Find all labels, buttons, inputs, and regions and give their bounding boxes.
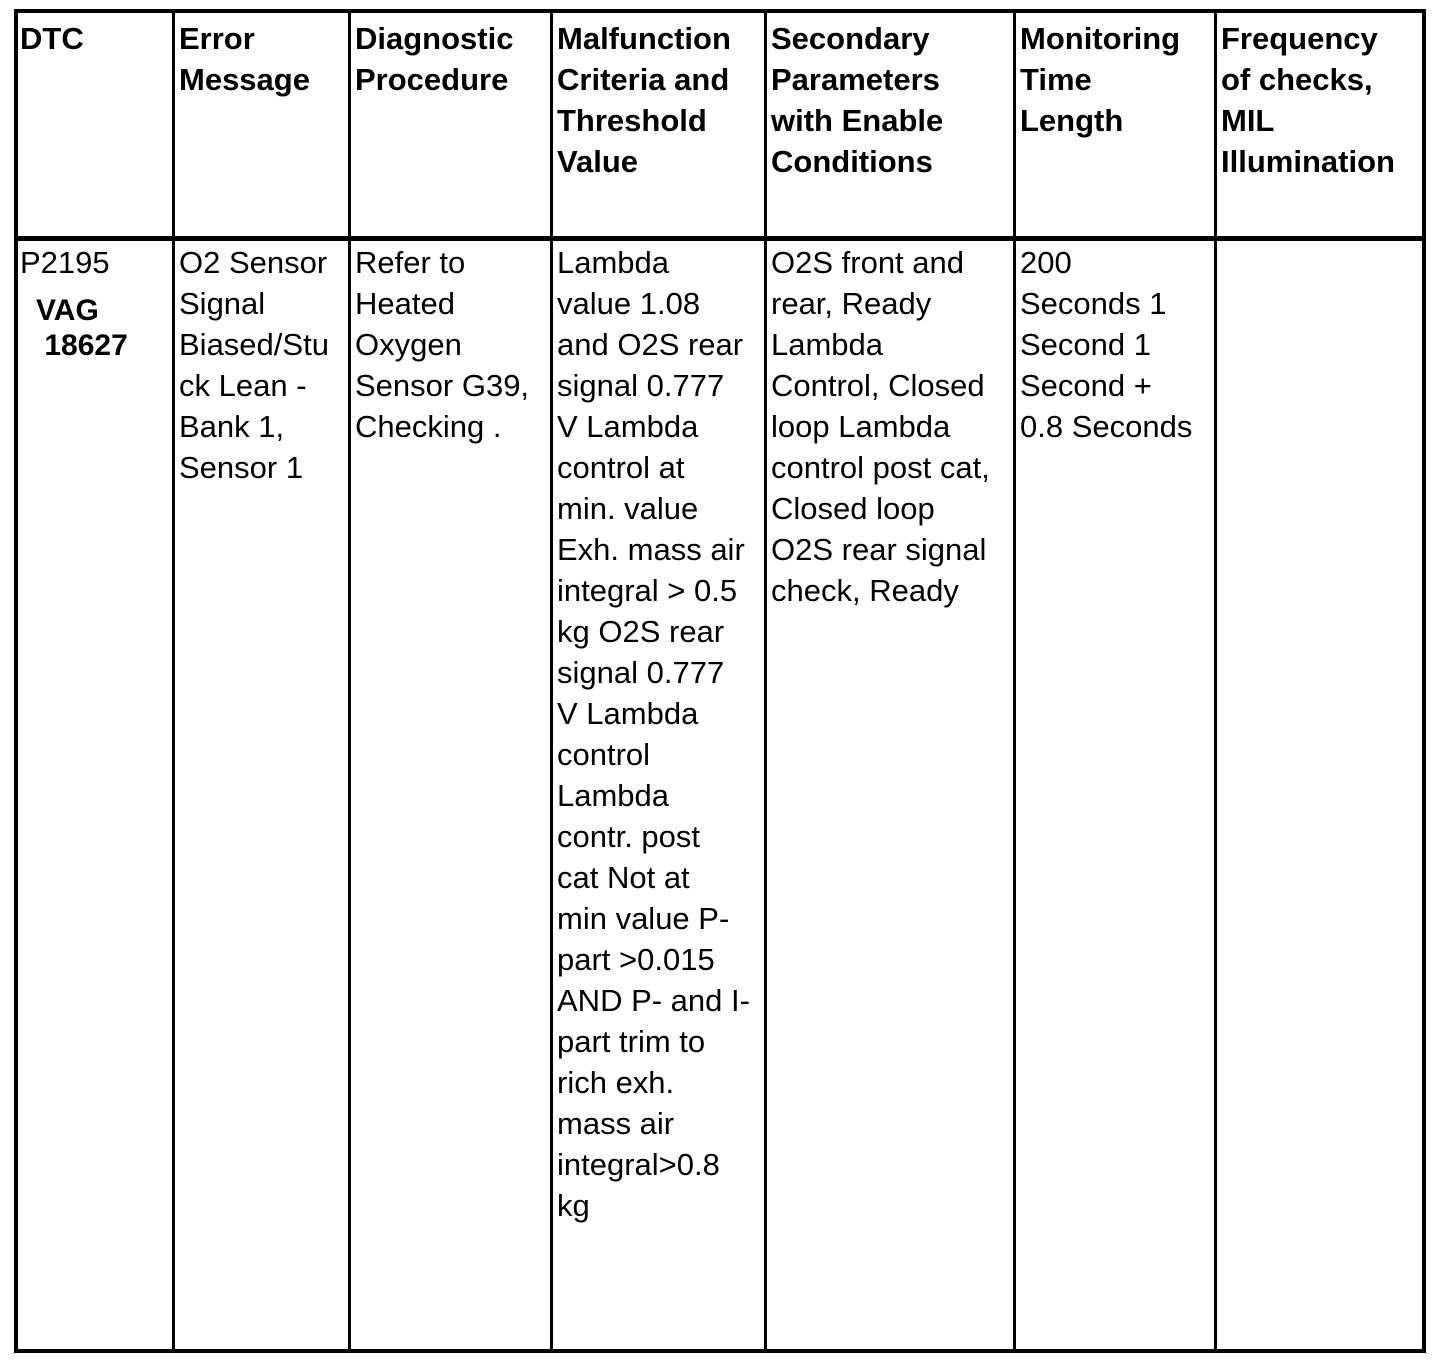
header-secondary-parameters: Secondary Parameters with Enable Conditions <box>771 21 944 179</box>
cell-monitoring-time: 200 Seconds 1 Second 1 Second + 0.8 Seconds <box>1020 245 1193 444</box>
dtc-table <box>14 9 1426 1353</box>
column-divider <box>764 13 767 1349</box>
header-diagnostic-procedure: Diagnostic Procedure <box>355 21 514 97</box>
column-divider <box>550 13 553 1349</box>
column-divider <box>1013 13 1016 1349</box>
header-dtc: DTC <box>20 21 84 56</box>
column-divider <box>348 13 351 1349</box>
header-malfunction-criteria: Malfunction Criteria and Threshold Value <box>557 21 731 179</box>
header-monitoring-time: Monitoring Time Length <box>1020 21 1181 138</box>
column-divider <box>1214 13 1217 1349</box>
cell-secondary-parameters: O2S front and rear, Ready Lambda Control, Closed loop Lambda control post cat, Closed loop O2S rear signal check, Ready <box>771 245 990 608</box>
cell-error-message: O2 Sensor Signal Biased/Stu ck Lean - Bank 1, Sensor 1 <box>179 245 329 485</box>
cell-diagnostic-procedure: Refer to Heated Oxygen Sensor G39, Checking . <box>355 245 530 444</box>
cell-malfunction-criteria: Lambda value 1.08 and O2S rear signal 0.777 V Lambda control at min. value Exh. mass air integral > 0.5 kg O2S rear signal 0.777 V Lambda control Lambda contr. post cat Not at min value P- part >0.015 AND P- and I- part trim to rich exh. mass air integral>0.8 kg <box>557 245 750 1223</box>
cell-dtc-code: P2195 <box>20 245 110 280</box>
header-divider <box>18 236 1422 241</box>
header-error-message: Error Message <box>179 21 310 97</box>
cell-vag-code: VAG 18627 <box>36 294 128 362</box>
header-frequency-mil: Frequency of checks, MIL Illumination <box>1221 21 1395 179</box>
column-divider <box>172 13 175 1349</box>
